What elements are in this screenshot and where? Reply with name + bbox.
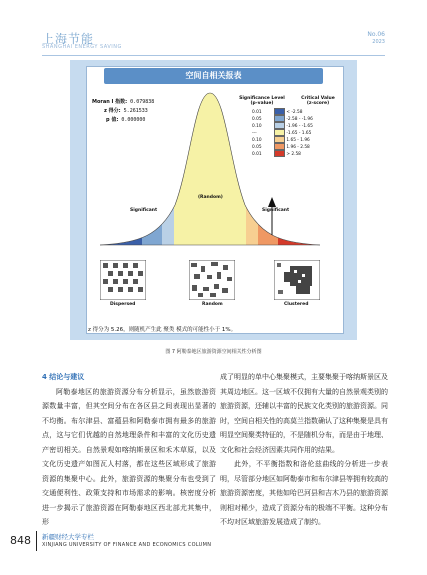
report-title-bar: 空间自相关报表 — [104, 68, 323, 84]
page-number: 848 — [10, 534, 31, 547]
dispersed-pattern-icon — [100, 260, 146, 300]
legend-row: 0.01 < -2.58 — [252, 110, 303, 115]
random-pattern-icon — [189, 260, 235, 300]
header-divider — [42, 55, 385, 56]
section-heading: 4 结论与建议 — [42, 373, 85, 381]
legend-row: 0.05 1.96 - 2.58 — [252, 145, 310, 150]
normal-distribution-curve — [100, 85, 320, 255]
figure-caption: 图 7 阿勒泰地区旅游资源空间相关性分析图 — [165, 349, 262, 355]
issue-number: No.06 — [367, 31, 385, 38]
clustered-label: Clustered — [284, 302, 309, 307]
moran-label: Moran I 指数: — [92, 99, 128, 105]
figure-note: z 得分为 5.26，则随机产生此 聚类 模式的可能性小于 1%。 — [88, 327, 237, 333]
significance-header-line2: (p-value) — [250, 101, 274, 106]
legend-row: 0.01 > 2.58 — [252, 152, 301, 157]
right-paragraph-2: 此外，不平衡指数和洛伦兹曲线的分析进一步表明，尽管部分地区如阿勒泰市和布尔津县等拥有较高的旅游资源密度，其他如哈巴河县和吉木乃县的旅游资源则相对稀少，造成了资源分布的极端不平衡。这种分布不均对区域旅游发展造成了制约。 — [220, 460, 388, 526]
p-value: 0.000000 — [121, 117, 146, 123]
significance-header-line1: Significance Level — [239, 96, 285, 101]
legend-row: 0.10 1.65 - 1.96 — [252, 138, 310, 143]
left-paragraph: 阿勒泰地区的旅游资源分布分析显示，虽然旅游资源数量丰富，但其空间分布在各区县之间表现出显著的不均衡。布尔津县、富蕴县和阿勒泰市拥有最多的旅游点，这与它们优越的自然地理条件和丰富的文化历史遗产密切相关。自然景观如喀纳斯景区和禾木草原，以及文化历史遗产如图瓦人村落，都在这些区域形成了旅游资源的集聚中心。此外，旅游资源的集聚分布也受到了交通便利性、政策支持和市场需求的影响。核密度分析进一步揭示了旅游资源在阿勒泰地区西北部尤其集中，形 — [42, 387, 216, 526]
dispersed-label: Dispersed — [110, 302, 136, 307]
legend-row: 0.10 -1.96 - -1.65 — [252, 124, 313, 129]
p-label: p 值: — [106, 117, 119, 123]
random-label: (Random) — [198, 195, 223, 200]
journal-title: 上海节能 — [42, 32, 95, 46]
critical-header-line1: Critical Value — [301, 96, 335, 101]
issue-year: 2023 — [372, 39, 385, 45]
right-paragraph-1: 成了明显的单中心集聚模式，主要集聚于喀纳斯景区及其周边地区。这一区域不仅拥有大量的自然景观类别的旅游资源，还辅以丰富的民族文化类别的旅游资源。同时，空间自相关性的高莫兰指数确认了这种集聚是具有明显空间聚类特征的，不是随机分布，而是由于地理、文化和社会经济因素共同作用的结果。 — [220, 373, 388, 454]
column-name-cn: 新疆财经大学专栏 — [42, 533, 94, 541]
significant-left-label: Significant — [130, 208, 158, 213]
significant-right-label: Significant — [262, 208, 290, 213]
left-column — [42, 370, 216, 530]
footer-divider — [36, 531, 37, 551]
clustered-pattern-icon — [274, 260, 320, 300]
critical-header-line2: (z-score) — [306, 101, 330, 106]
right-column — [220, 370, 388, 530]
legend-row: --- -1.65 - 1.65 — [252, 131, 312, 136]
random-pattern-label: Random — [202, 302, 223, 307]
z-label: z 得分: — [104, 108, 121, 114]
column-name-en: XINJIANG UNIVERSITY OF FINANCE AND ECONOMICS COLUMN — [42, 542, 212, 548]
legend-row: 0.05 -2.58 - -1.96 — [252, 117, 313, 122]
journal-subtitle: SHANGHAI ENERGY SAVING — [42, 44, 122, 50]
moran-value: 0.079838 — [130, 99, 155, 105]
z-value: 5.261533 — [123, 108, 148, 114]
